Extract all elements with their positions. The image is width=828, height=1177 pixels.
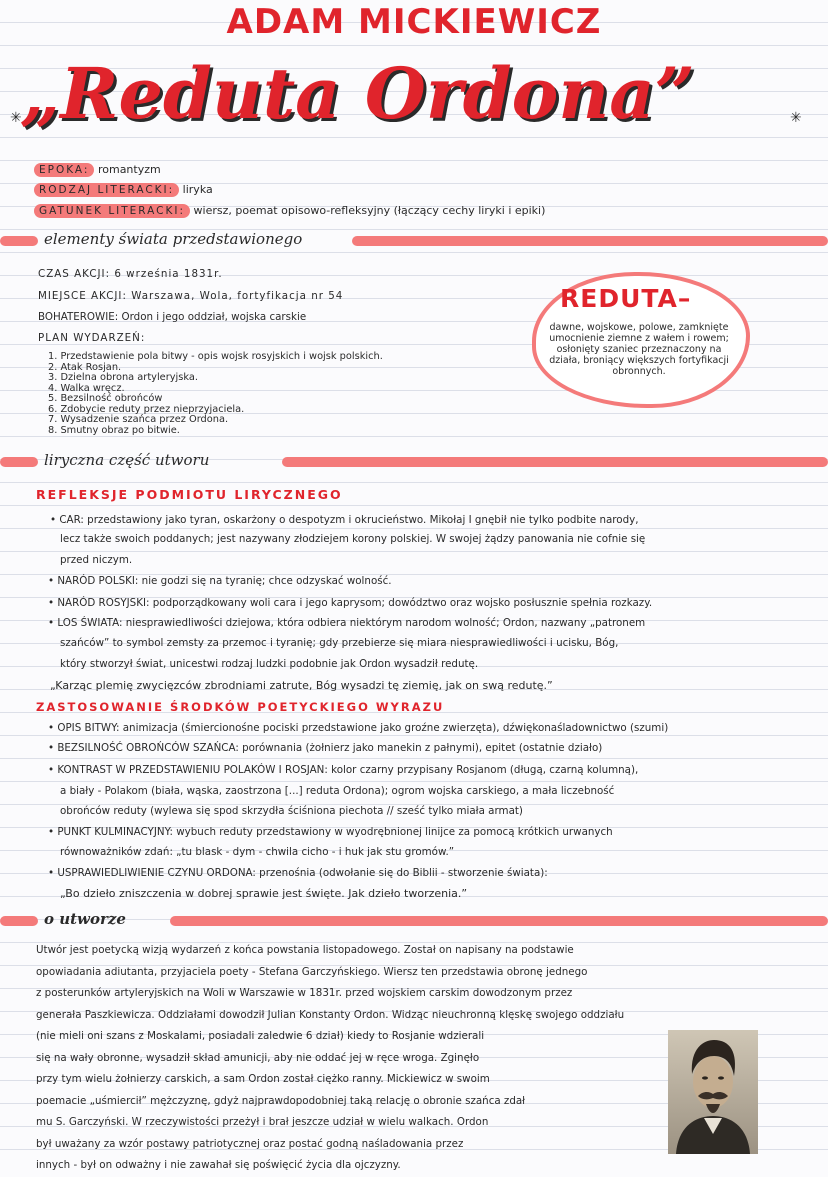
section-title-world: elementy świata przedstawionego bbox=[44, 230, 303, 248]
plan-item: 4. Walka wręcz. bbox=[48, 382, 125, 394]
reflection-line: który stworzył świat, unicestwi rodzaj ludzki podobnie jak Ordon wysadził redutę. bbox=[60, 658, 479, 670]
about-line: generała Paszkiewicza. Oddziałami dowodził Julian Konstanty Ordon. Widząc nieuchronną klęskę swojego oddziału bbox=[36, 1008, 625, 1021]
author-name: ADAM MICKIEWICZ bbox=[226, 2, 602, 42]
sparkle-icon: ✳ bbox=[790, 110, 802, 126]
reflections-heading: REFLEKSJE PODMIOTU LIRYCZNEGO bbox=[36, 487, 343, 502]
world-line: CZAS AKCJI: 6 września 1831r. bbox=[38, 268, 223, 280]
about-line: przy tym wielu żołnierzy carskich, a sam Ordon został ciężko ranny. Mickiewicz w swoim bbox=[36, 1073, 490, 1085]
plan-item: 5. Bezsilność obrońców bbox=[48, 393, 163, 404]
reflection-line: • NARÓD ROSYJSKI: podporządkowany woli cara i jego kaprysom; dowództwo oraz wojsko posłusznie spełnia rozkazy. bbox=[48, 597, 653, 609]
info-rodzaj bbox=[34, 183, 213, 196]
devices-heading: ZASTOSOWANIE ŚRODKÓW POETYCKIEGO WYRAZU bbox=[36, 700, 445, 714]
plan-item: 1. Przedstawienie pola bitwy - opis wojsk rosyjskich i wojsk polskich. bbox=[48, 351, 383, 362]
section-bar bbox=[0, 916, 38, 926]
plan-item: 8. Smutny obraz po bitwie. bbox=[48, 424, 180, 436]
info-label: GATUNEK LITERACKI: bbox=[34, 204, 190, 218]
reflection-line: • NARÓD POLSKI: nie godzi się na tyranię; chce odzyskać wolność. bbox=[48, 575, 392, 587]
info-value: wiersz, poemat opisowo-refleksyjny (łączący cechy liryki i epiki) bbox=[193, 204, 546, 217]
info-value: liryka bbox=[182, 183, 213, 196]
poem-title: „Reduta Ordona” bbox=[20, 52, 695, 135]
device-line: • PUNKT KULMINACYJNY: wybuch reduty przedstawiony w wyodrębnionej linijce za pomocą krótkich urwanych bbox=[48, 826, 613, 838]
info-label: RODZAJ LITERACKI: bbox=[34, 183, 179, 197]
info-value: romantyzm bbox=[97, 163, 161, 176]
about-line: był uważany za wzór postawy patriotycznej oraz postać godną naśladowania przez bbox=[36, 1137, 464, 1150]
about-line: (nie mieli oni szans z Moskalami, posiadali zaledwie 6 dział) kiedy to Rosjanie wdzierali bbox=[36, 1030, 485, 1042]
device-line: obrońców reduty (wylewa się spod skrzydła ściśniona piechota // sześć tylko miała armat) bbox=[60, 805, 523, 817]
device-line: równoważników zdań: „tu blask - dym - chwila cicho - i huk jak stu gromów.” bbox=[60, 846, 455, 858]
device-line: a biały - Polakom (biała, wąska, zaostrzona [...] reduta Ordona); ogrom wojska carskiego, a mała liczebność bbox=[60, 785, 615, 797]
section-bar bbox=[170, 916, 828, 926]
reflection-line: • CAR: przedstawiony jako tyran, oskarżony o despotyzm i okrucieństwo. Mikołaj I gnębił nie tylko podbite narody, bbox=[50, 514, 639, 526]
plan-item: 6. Zdobycie reduty przez nieprzyjaciela. bbox=[48, 403, 245, 415]
section-title-about: o utworze bbox=[44, 910, 126, 928]
plan-list bbox=[48, 352, 383, 436]
section-bar bbox=[0, 236, 38, 246]
info-label: EPOKA: bbox=[34, 163, 94, 177]
sparkle-icon: ✳ bbox=[10, 110, 22, 126]
world-line: PLAN WYDARZEŃ: bbox=[38, 332, 146, 344]
info-gatunek bbox=[34, 204, 545, 217]
device-line: • OPIS BITWY: animizacja (śmiercionośne pociski przedstawione jako groźne zwierzęta), dźwiękonaśladownictwo (szumi) bbox=[48, 722, 669, 734]
reflection-line: • LOS ŚWIATA: niesprawiedliwości dziejowa, która odbiera niektórym narodom wolność; Ordon, nazwany „patronem bbox=[48, 617, 646, 629]
device-line: • KONTRAST W PRZEDSTAWIENIU POLAKÓW I ROSJAN: kolor czarny przypisany Rosjanom (długą, czarną kolumną), bbox=[48, 764, 639, 776]
device-quote: „Bo dzieło zniszczenia w dobrej sprawie jest święte. Jak dzieło tworzenia.” bbox=[60, 887, 468, 900]
reflection-quote: „Karząc plemię zwycięzców zbrodniami zatrute, Bóg wysadzi tę ziemię, jak on swą redutę.” bbox=[50, 679, 553, 692]
plan-item: 3. Dzielna obrona artyleryjska. bbox=[48, 372, 198, 383]
about-line: innych - był on odważny i nie zawahał się poświęcić życia dla ojczyzny. bbox=[36, 1159, 401, 1171]
reflection-line: szańców” to symbol zemsty za przemoc i tyranię; gdy przebierze się miara niesprawiedliwości i ucisku, Bóg, bbox=[60, 637, 619, 649]
about-line: opowiadania adiutanta, przyjaciela poety - Stefana Garczyńskiego. Wiersz ten przedstawia obronę jednego bbox=[36, 965, 588, 978]
reflection-line: przed niczym. bbox=[60, 554, 133, 566]
section-bar bbox=[0, 457, 38, 467]
plan-item: 7. Wysadzenie szańca przez Ordona. bbox=[48, 414, 229, 425]
section-bar bbox=[282, 457, 828, 467]
world-line: MIEJSCE AKCJI: Warszawa, Wola, fortyfikacja nr 54 bbox=[38, 290, 344, 302]
about-line: poemacie „uśmiercił” mężczyznę, gdyż najprawdopodobniej taką relację o obronie szańca zdał bbox=[36, 1094, 526, 1107]
device-line: • USPRAWIEDLIWIENIE CZYNU ORDONA: przenośnia (odwołanie się do Biblii - stworzenie świata): bbox=[48, 867, 548, 879]
plan-item: 2. Atak Rosjan. bbox=[48, 361, 122, 373]
about-line: z posterunków artyleryjskich na Woli w Warszawie w 1831r. przed wojskiem carskim dowodzonym przez bbox=[36, 987, 573, 999]
section-bar bbox=[352, 236, 828, 246]
cloud-title: REDUTA– bbox=[560, 284, 692, 313]
about-text bbox=[36, 940, 624, 1177]
section-title-lyrical: liryczna część utworu bbox=[44, 451, 210, 469]
about-line: się na wały obronne, wysadził skład amunicji, aby nie oddać jej w ręce wroga. Zginęło bbox=[36, 1051, 480, 1064]
reflection-line: lecz także swoich poddanych; jest nazywany złodziejem korony polskiej. W swojej żądzy panowania nie cofnie się bbox=[60, 533, 646, 545]
cloud-text: dawne, wojskowe, polowe, zamknięte umocnienie ziemne z wałem i rowem; osłonięty szaniec przeznaczony na działa, broniący większych fortyfikacji obronnych. bbox=[549, 322, 729, 377]
world-line: BOHATEROWIE: Ordon i jego oddział, wojska carskie bbox=[38, 311, 307, 323]
about-line: Utwór jest poetycką wizją wydarzeń z końca powstania listopadowego. Został on napisany na podstawie bbox=[36, 944, 574, 956]
info-epoka bbox=[34, 163, 161, 176]
portrait-image bbox=[668, 1030, 758, 1154]
about-line: mu S. Garczyński. W rzeczywistości przeżył i brał jeszcze udział w wielu walkach. Ordon bbox=[36, 1116, 489, 1128]
device-line: • BEZSILNOŚĆ OBROŃCÓW SZAŃCA: porównania (żołnierz jako manekin z pałnymi), epitet (ostatnie działo) bbox=[48, 742, 603, 754]
